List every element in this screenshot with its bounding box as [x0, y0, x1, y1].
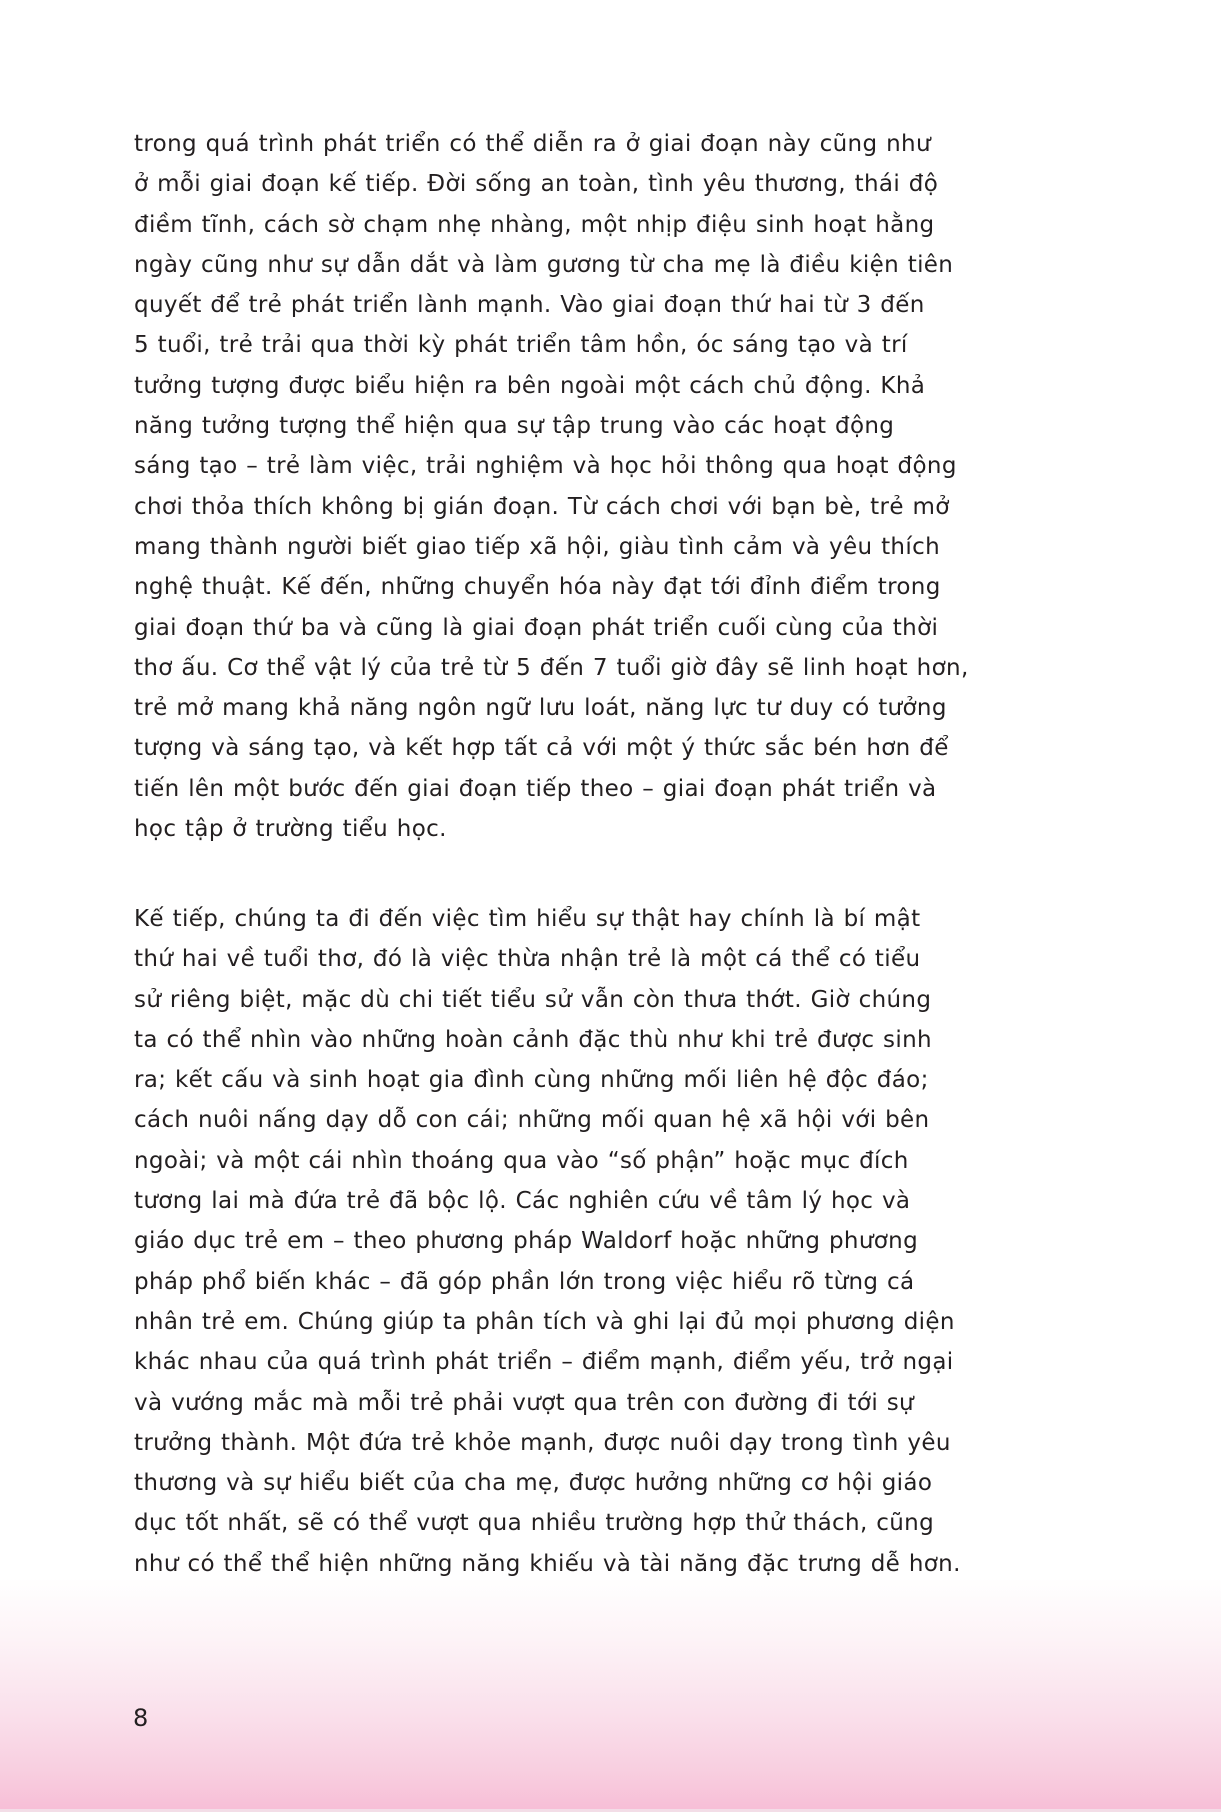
text-line: thứ hai về tuổi thơ, đó là việc thừa nhận trẻ là một cá thể có tiểu — [134, 946, 921, 973]
text-line: sử riêng biệt, mặc dù chi tiết tiểu sử vẫn còn thưa thớt. Giờ chúng — [134, 986, 932, 1013]
text-line: tượng và sáng tạo, và kết hợp tất cả với một ý thức sắc bén hơn để — [134, 735, 949, 762]
text-line: sáng tạo – trẻ làm việc, trải nghiệm và học hỏi thông qua hoạt động — [134, 453, 957, 480]
text-line: chơi thỏa thích không bị gián đoạn. Từ cách chơi với bạn bè, trẻ mở — [134, 493, 950, 520]
text-line: như có thể thể hiện những năng khiếu và tài năng đặc trưng dễ hơn. — [134, 1550, 961, 1577]
text-line: ở mỗi giai đoạn kế tiếp. Đời sống an toàn, tình yêu thương, thái độ — [134, 171, 939, 198]
text-line: ta có thể nhìn vào những hoàn cảnh đặc thù như khi trẻ được sinh — [134, 1026, 932, 1053]
text-line: thương và sự hiểu biết của cha mẹ, được hưởng những cơ hội giáo — [134, 1470, 933, 1497]
page-number: 8 — [133, 1704, 149, 1732]
text-line: học tập ở trường tiểu học. — [134, 816, 447, 843]
text-line: mang thành người biết giao tiếp xã hội, giàu tình cảm và yêu thích — [134, 533, 941, 560]
text-line: và vướng mắc mà mỗi trẻ phải vượt qua trên con đường đi tới sự — [134, 1389, 914, 1416]
paragraph-2 — [134, 899, 1094, 1584]
text-line: ngoài; và một cái nhìn thoáng qua vào “số phận” hoặc mục đích — [134, 1147, 909, 1174]
text-line: cách nuôi nấng dạy dỗ con cái; những mối quan hệ xã hội với bên — [134, 1107, 930, 1134]
text-line: khác nhau của quá trình phát triển – điểm mạnh, điểm yếu, trở ngại — [134, 1349, 954, 1376]
text-line: nhân trẻ em. Chúng giúp ta phân tích và ghi lại đủ mọi phương diện — [134, 1308, 955, 1335]
text-line: ra; kết cấu và sinh hoạt gia đình cùng những mối liên hệ độc đáo; — [134, 1067, 929, 1094]
text-line: thơ ấu. Cơ thể vật lý của trẻ từ 5 đến 7 tuổi giờ đây sẽ linh hoạt hơn, — [134, 654, 969, 681]
text-line: tiến lên một bước đến giai đoạn tiếp theo – giai đoạn phát triển và — [134, 775, 937, 802]
text-line: ngày cũng như sự dẫn dắt và làm gương từ cha mẹ là điều kiện tiên — [134, 251, 954, 278]
text-line: năng tưởng tượng thể hiện qua sự tập trung vào các hoạt động — [134, 413, 895, 440]
text-line: tưởng tượng được biểu hiện ra bên ngoài một cách chủ động. Khả — [134, 372, 926, 399]
text-line: trưởng thành. Một đứa trẻ khỏe mạnh, được nuôi dạy trong tình yêu — [134, 1429, 951, 1456]
text-line: pháp phổ biến khác – đã góp phần lớn trong việc hiểu rõ từng cá — [134, 1268, 915, 1295]
text-line: quyết để trẻ phát triển lành mạnh. Vào giai đoạn thứ hai từ 3 đến — [134, 292, 925, 319]
text-line: tương lai mà đứa trẻ đã bộc lộ. Các nghiên cứu về tâm lý học và — [134, 1188, 911, 1215]
text-line: giáo dục trẻ em – theo phương pháp Waldorf hoặc những phương — [134, 1228, 919, 1255]
paragraph-1 — [134, 124, 1094, 849]
text-line: giai đoạn thứ ba và cũng là giai đoạn phát triển cuối cùng của thời — [134, 614, 939, 641]
text-line: Kế tiếp, chúng ta đi đến việc tìm hiểu sự thật hay chính là bí mật — [134, 906, 921, 932]
text-line: trẻ mở mang khả năng ngôn ngữ lưu loát, năng lực tư duy có tưởng — [134, 695, 947, 722]
text-line: dục tốt nhất, sẽ có thể vượt qua nhiều trường hợp thử thách, cũng — [134, 1510, 935, 1537]
text-line: trong quá trình phát triển có thể diễn ra ở giai đoạn này cũng như — [134, 131, 931, 157]
text-line: 5 tuổi, trẻ trải qua thời kỳ phát triển tâm hồn, óc sáng tạo và trí — [134, 332, 908, 359]
text-line: điềm tĩnh, cách sờ chạm nhẹ nhàng, một nhịp điệu sinh hoạt hằng — [134, 211, 935, 238]
text-line: nghệ thuật. Kế đến, những chuyển hóa này đạt tới đỉnh điểm trong — [134, 574, 941, 601]
